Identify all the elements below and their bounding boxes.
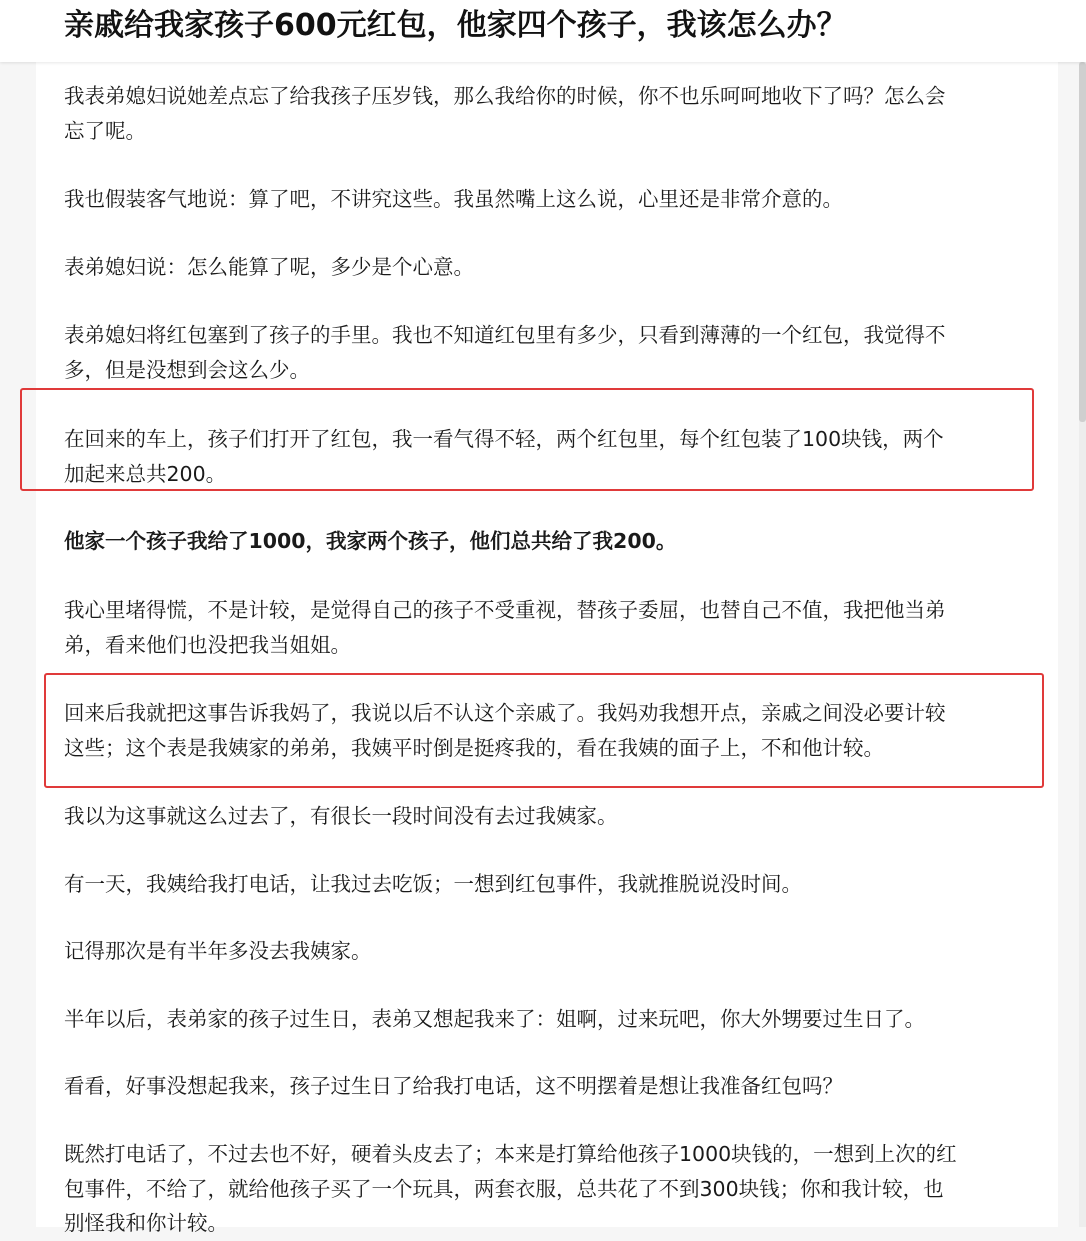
paragraph-line: 我以为这事就这么过去了，有很长一段时间没有去过我姨家。 bbox=[64, 804, 618, 828]
paragraph bbox=[64, 934, 1049, 969]
paragraph-line: 多，但是没想到会这么少。 bbox=[64, 357, 310, 382]
paragraph-line: 包事件，不给了，就给他孩子买了一个玩具，两套衣服，总共花了不到300块钱；你和我计较，也 bbox=[64, 1176, 944, 1201]
paragraph-line: 这些；这个表是我姨家的弟弟，我姨平时倒是挺疼我的，看在我姨的面子上，不和他计较。 bbox=[64, 735, 884, 760]
highlighted-paragraph bbox=[64, 696, 1049, 765]
paragraph-line: 记得那次是有半年多没去我姨家。 bbox=[64, 939, 372, 963]
paragraph-line: 表弟媳妇说：怎么能算了呢，多少是个心意。 bbox=[64, 255, 474, 279]
paragraph-line: 既然打电话了，不过去也不好，硬着头皮去了；本来是打算给他孩子1000块钱的，一想到上次的红 bbox=[64, 1142, 957, 1166]
paragraph bbox=[64, 182, 1049, 217]
page-title: 亲戚给我家孩子600元红包，他家四个孩子，我该怎么办？ bbox=[64, 8, 847, 43]
scrollbar-thumb[interactable] bbox=[1079, 62, 1086, 422]
paragraph-line: 弟，看来他们也没把我当姐姐。 bbox=[64, 632, 351, 657]
paragraph bbox=[64, 1002, 1049, 1037]
paragraph bbox=[64, 593, 1049, 662]
page-header bbox=[0, 0, 1086, 62]
paragraph bbox=[64, 79, 1049, 148]
highlighted-paragraph bbox=[64, 422, 1049, 491]
paragraph-line: 看看，好事没想起我来，孩子过生日了给我打电话，这不明摆着是想让我准备红包吗？ bbox=[64, 1074, 843, 1098]
paragraph-line: 别怪我和你计较。 bbox=[64, 1211, 228, 1235]
paragraph-line: 回来后我就把这事告诉我妈了，我说以后不认这个亲戚了。我妈劝我想开点，亲戚之间没必要计较 bbox=[64, 701, 946, 725]
paragraph-line: 表弟媳妇将红包塞到了孩子的手里。我也不知道红包里有多少，只看到薄薄的一个红包，我觉得不 bbox=[64, 323, 946, 347]
paragraph-line: 加起来总共200。 bbox=[64, 461, 227, 486]
paragraph bbox=[64, 318, 1049, 387]
bold-paragraph bbox=[64, 524, 1049, 559]
paragraph bbox=[64, 1137, 1049, 1241]
paragraph-line: 他家一个孩子我给了1000，我家两个孩子，他们总共给了我200。 bbox=[64, 529, 677, 553]
paragraph-line: 有一天，我姨给我打电话，让我过去吃饭；一想到红包事件，我就推脱说没时间。 bbox=[64, 872, 802, 896]
article-body bbox=[36, 62, 1058, 1235]
paragraph-line: 忘了呢。 bbox=[64, 118, 146, 143]
paragraph bbox=[64, 1069, 1049, 1104]
paragraph bbox=[64, 867, 1049, 902]
paragraph-line: 我也假装客气地说：算了吧，不讲究这些。我虽然嘴上这么说，心里还是非常介意的。 bbox=[64, 187, 843, 211]
paragraph-line: 我表弟媳妇说她差点忘了给我孩子压岁钱，那么我给你的时候，你不也乐呵呵地收下了吗？怎么会 bbox=[64, 84, 946, 108]
paragraph bbox=[64, 799, 1049, 834]
paragraph-line: 半年以后，表弟家的孩子过生日，表弟又想起我来了：姐啊，过来玩吧，你大外甥要过生日了。 bbox=[64, 1007, 925, 1031]
paragraph-line: 在回来的车上，孩子们打开了红包，我一看气得不轻，两个红包里，每个红包装了100块钱，两个 bbox=[64, 427, 944, 451]
paragraph bbox=[64, 250, 1049, 285]
paragraph-line: 我心里堵得慌，不是计较，是觉得自己的孩子不受重视，替孩子委屈，也替自己不值，我把他当弟 bbox=[64, 598, 946, 622]
vertical-scrollbar[interactable] bbox=[1079, 62, 1086, 1227]
